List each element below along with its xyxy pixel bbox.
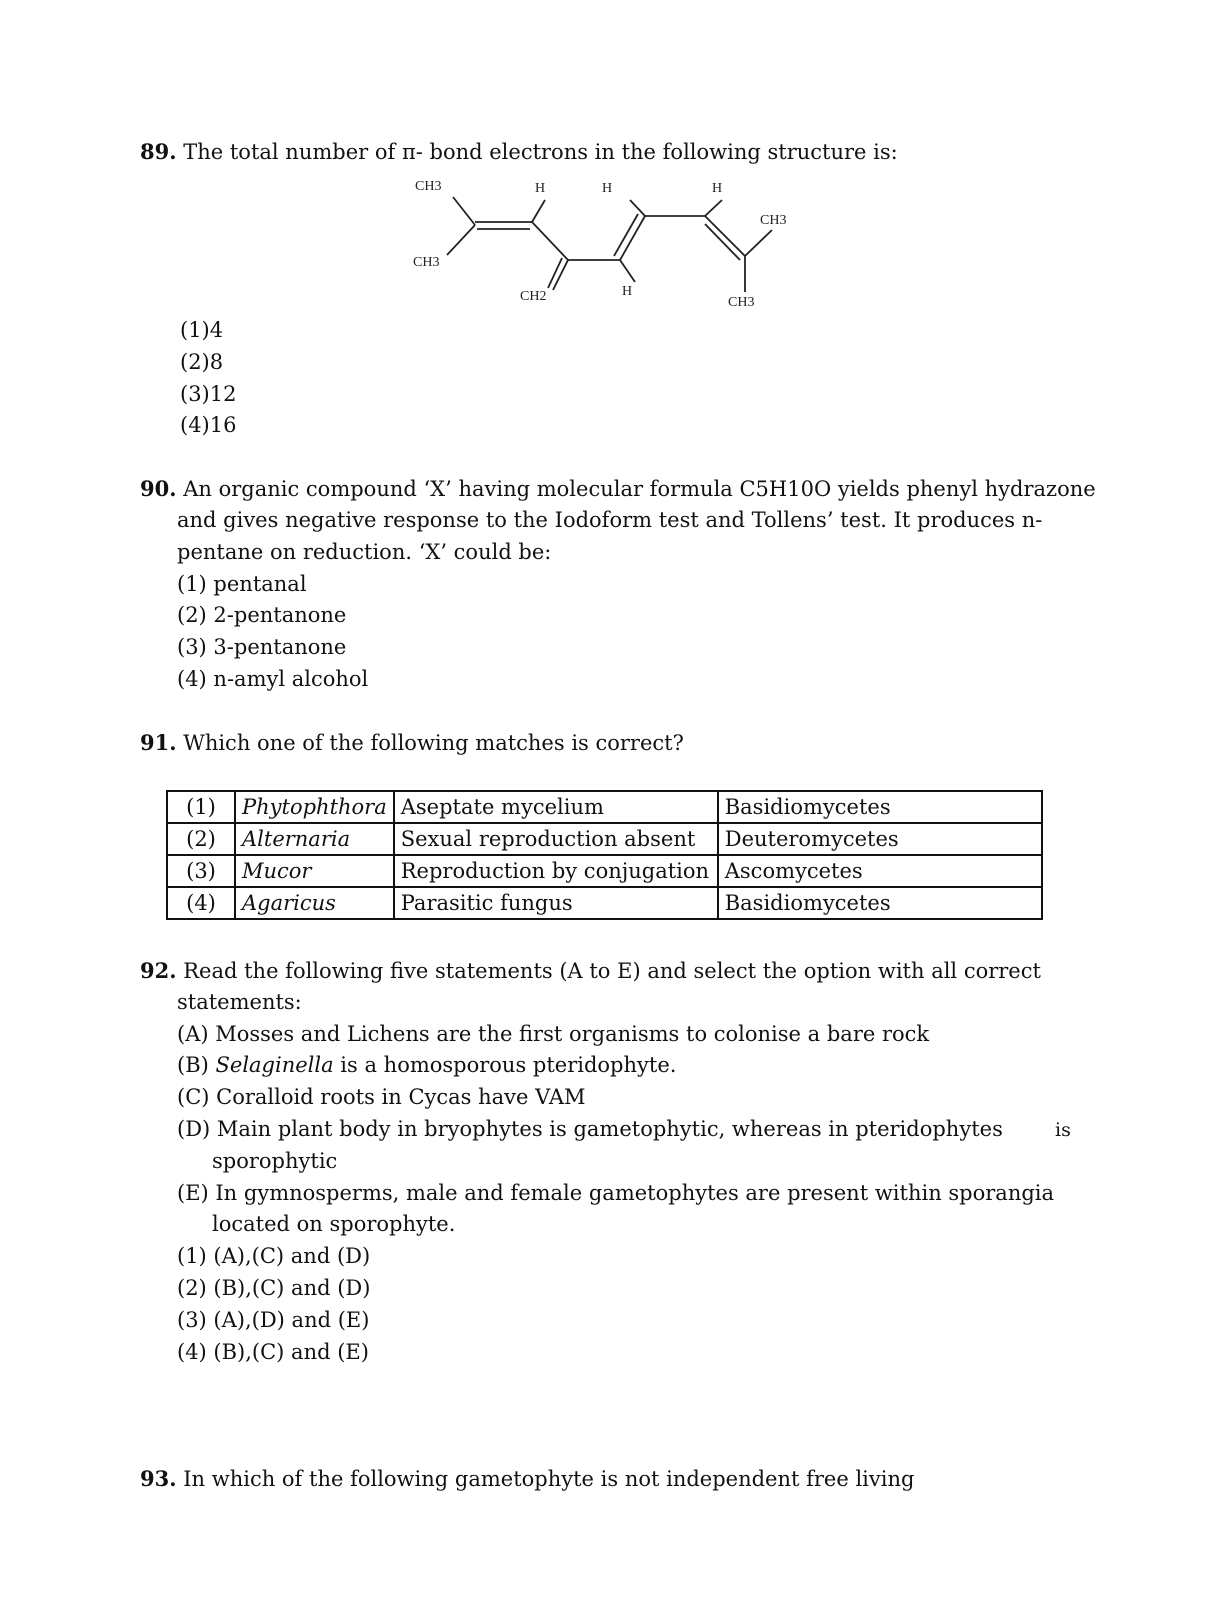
option: (4) n-amyl alcohol (177, 667, 369, 691)
table-row: (4) Agaricus Parasitic fungus Basidiomycetes (167, 887, 1042, 919)
statement-d-is: is (1055, 1119, 1071, 1141)
statement-e: (E) In gymnosperms, male and female gametophytes are present within sporangia (177, 1181, 1055, 1205)
option: (1) (A),(C) and (D) (177, 1244, 371, 1268)
option: (3) 3-pentanone (177, 635, 347, 659)
option: (2) (B),(C) and (D) (177, 1276, 371, 1300)
match-table (166, 790, 1043, 920)
option: (3) (A),(D) and (E) (177, 1308, 370, 1332)
question-89: 89. The total number of π- bond electrons in the following structure is: (140, 139, 898, 164)
option: (4) (B),(C) and (E) (177, 1340, 369, 1364)
statement-d-cont: sporophytic (212, 1149, 338, 1173)
question-text: pentane on reduction. ‘X’ could be: (177, 540, 552, 564)
question-text: and gives negative response to the Iodoform test and Tollens’ test. It produces n- (177, 508, 1043, 532)
statement-a: (A) Mosses and Lichens are the first organisms to colonise a bare rock (177, 1022, 930, 1046)
option: (1) pentanal (177, 572, 307, 596)
h-label: H (622, 284, 633, 299)
question-93: 93. In which of the following gametophyte is not independent free living (140, 1466, 915, 1491)
chemical-structure (0, 0, 1225, 330)
option: (1)4 (180, 318, 224, 342)
question-text: statements: (177, 990, 302, 1014)
option: (2)8 (180, 350, 224, 374)
h-label: H (535, 181, 546, 196)
ch3-label: CH3 (415, 179, 442, 194)
ch3-label: CH3 (760, 213, 787, 228)
table-row: (2) Alternaria Sexual reproduction absent Deuteromycetes (167, 823, 1042, 855)
option: (4)16 (180, 413, 237, 437)
ch3-label: CH3 (413, 255, 440, 270)
h-label: H (712, 181, 723, 196)
statement-d: (D) Main plant body in bryophytes is gametophytic, whereas in pteridophytes (177, 1117, 1003, 1141)
question-90: 90. An organic compound ‘X’ having molecular formula C5H10O yields phenyl hydrazone (140, 476, 1096, 501)
question-91: 91. Which one of the following matches is correct? (140, 730, 684, 755)
table-row: (1) Phytophthora Aseptate mycelium Basidiomycetes (167, 791, 1042, 823)
option: (2) 2-pentanone (177, 603, 347, 627)
question-92: 92. Read the following five statements (A to E) and select the option with all correct (140, 958, 1041, 983)
statement-c: (C) Coralloid roots in Cycas have VAM (177, 1085, 586, 1109)
statement-e-cont: located on sporophyte. (212, 1212, 456, 1236)
ch3-label: CH3 (728, 295, 755, 310)
option: (3)12 (180, 382, 237, 406)
ch2-label: CH2 (520, 289, 547, 304)
table-row: (3) Mucor Reproduction by conjugation Ascomycetes (167, 855, 1042, 887)
h-label: H (602, 181, 613, 196)
statement-b: (B) Selaginella is a homosporous pteridophyte. (177, 1053, 677, 1077)
